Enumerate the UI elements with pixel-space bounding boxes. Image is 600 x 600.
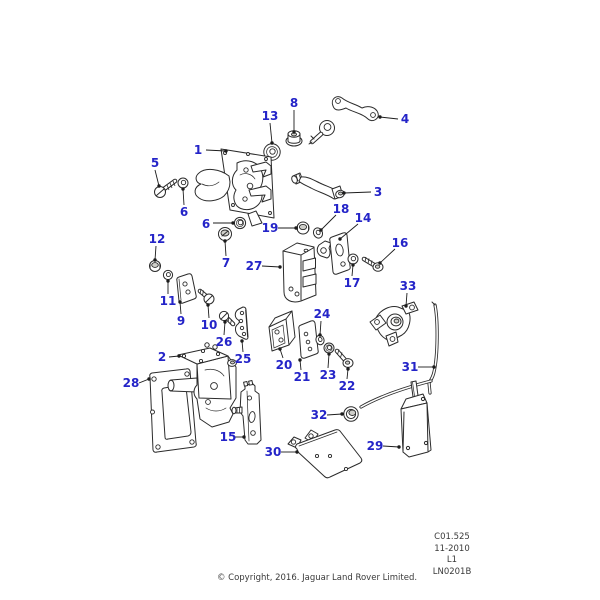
callout-number-28: 28 [122, 376, 140, 391]
callout-number-17: 17 [343, 276, 361, 291]
part-33-pivot-bracket [370, 302, 418, 346]
callout-16 [378, 236, 408, 264]
callout-2 [158, 350, 181, 364]
callout-number-29: 29 [366, 439, 384, 454]
part-21-plate [299, 321, 319, 359]
callout-5 [151, 156, 161, 188]
callout-8 [290, 96, 298, 134]
callout-21 [294, 358, 311, 384]
part-9-plate [177, 274, 197, 304]
callout-6 [180, 187, 188, 219]
callout-number-30: 30 [264, 445, 282, 460]
callout-number-26: 26 [215, 335, 233, 350]
callout-26 [216, 320, 233, 349]
callout-number-10: 10 [200, 318, 218, 333]
callout-3 [342, 185, 382, 199]
part-30-bracket-plate [288, 430, 362, 478]
callout-11 [160, 279, 177, 308]
part-22-bolt [337, 350, 353, 368]
callout-20 [276, 347, 293, 372]
drawing-code-line: 11-2010 [434, 543, 470, 554]
part-3-link-rod [291, 173, 346, 199]
callout-number-22: 22 [338, 379, 356, 394]
callout-18 [319, 202, 349, 232]
callout-32 [311, 408, 344, 422]
callout-23 [320, 352, 337, 382]
callout-number-1: 1 [193, 143, 203, 158]
callout-29 [367, 439, 401, 453]
part-7-nut [219, 228, 232, 241]
part-25-bracket [235, 307, 248, 339]
callout-number-5: 5 [150, 156, 160, 171]
callout-number-25: 25 [234, 352, 252, 367]
callout-number-14: 14 [354, 211, 372, 226]
callout-number-15: 15 [219, 430, 237, 445]
callout-number-18: 18 [332, 202, 350, 217]
drawing-code-line: L1 [446, 555, 458, 565]
callout-number-31: 31 [401, 360, 419, 375]
callout-number-20: 20 [275, 358, 293, 373]
part-6-washer-a [178, 178, 188, 188]
part-31-rod [429, 302, 437, 393]
part-17-washer [348, 254, 358, 264]
part-19-nut [297, 222, 309, 234]
callout-number-9: 9 [176, 314, 186, 329]
part-5-screw [155, 181, 176, 198]
key-icon [309, 121, 335, 145]
callout-number-12: 12 [148, 232, 166, 247]
callout-number-27: 27 [245, 259, 263, 274]
callout-9 [177, 300, 185, 328]
callout-4 [378, 112, 409, 126]
callout-number-24: 24 [313, 307, 331, 322]
callout-number-6: 6 [201, 217, 211, 232]
callout-number-13: 13 [261, 109, 279, 124]
callout-number-32: 32 [310, 408, 328, 423]
callout-10 [201, 303, 218, 332]
callout-number-19: 19 [261, 221, 279, 236]
callout-7 [222, 239, 230, 270]
callout-number-8: 8 [289, 96, 299, 111]
drawing-code-line: LN0201B [432, 566, 472, 577]
callout-31 [402, 360, 436, 374]
part-29-actuator [401, 381, 431, 457]
callout-22 [339, 367, 356, 393]
part-27-striker-block [283, 243, 316, 302]
callout-12 [149, 232, 166, 261]
callout-number-21: 21 [293, 370, 311, 385]
callout-number-2: 2 [157, 350, 167, 365]
copyright-text: © Copyright, 2016. Jaguar Land Rover Limited. [216, 573, 418, 583]
callout-number-4: 4 [400, 112, 410, 127]
part-10-screw [200, 289, 214, 304]
part-6-washer-b [234, 217, 245, 228]
callout-number-23: 23 [319, 368, 337, 383]
callout-number-11: 11 [159, 294, 177, 309]
callout-15 [220, 430, 246, 444]
callout-19 [262, 221, 298, 235]
part-12-nut [150, 261, 161, 272]
callout-number-3: 3 [373, 185, 383, 200]
part-14-striker [317, 233, 350, 275]
part-4-link-strap [332, 97, 378, 121]
callout-number-16: 16 [391, 236, 409, 251]
callout-number-33: 33 [399, 279, 417, 294]
callout-27 [246, 259, 282, 273]
part-23-washer [324, 343, 334, 353]
part-20-block [269, 311, 295, 351]
drawing-code-line: C01.525 [434, 532, 470, 542]
callout-25 [235, 339, 252, 366]
part-1-latch-assembly [195, 149, 274, 226]
callout-28 [123, 376, 151, 390]
part-11-washer [163, 270, 172, 279]
callout-number-7: 7 [221, 256, 231, 271]
drawing-code-block [406, 532, 498, 578]
callout-13 [262, 109, 279, 145]
part-32-grommet [344, 407, 358, 421]
callout-30 [265, 445, 299, 459]
callout-number-6: 6 [179, 205, 189, 220]
